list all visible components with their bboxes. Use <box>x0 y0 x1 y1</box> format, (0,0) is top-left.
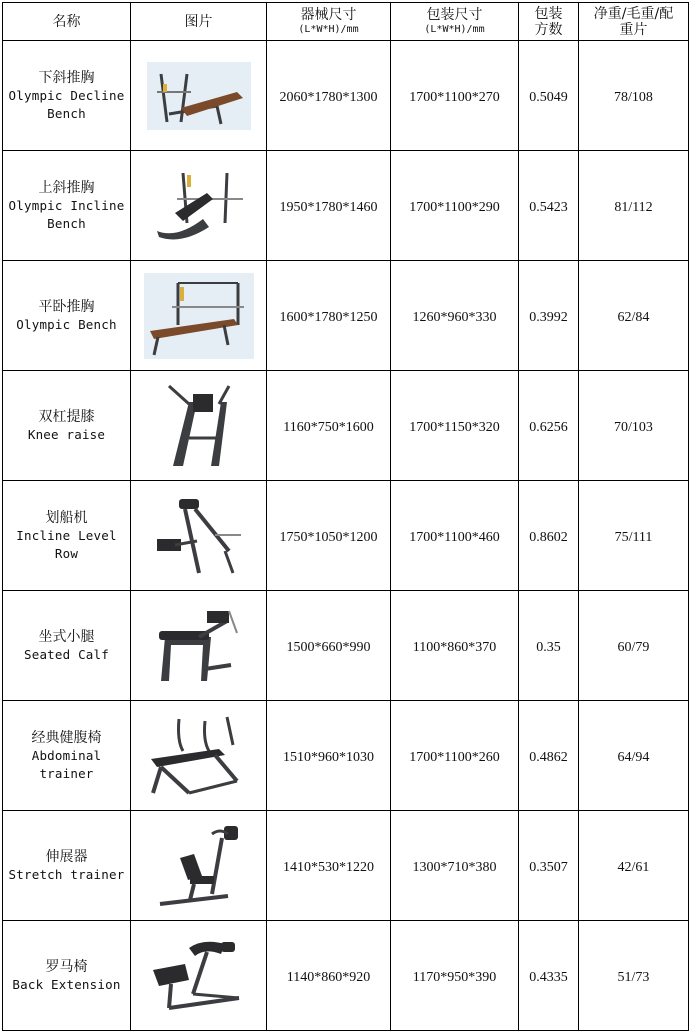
weight-cell: 51/73 <box>579 921 689 1031</box>
equipment-size-cell: 1600*1780*1250 <box>267 261 391 371</box>
equipment-size-cell: 1140*860*920 <box>267 921 391 1031</box>
name-cn: 下斜推胸 <box>38 69 95 86</box>
header-row <box>3 3 689 41</box>
volume-cell: 0.35 <box>519 591 579 701</box>
stretch-trainer-image <box>154 824 244 908</box>
name-cn: 坐式小腿 <box>38 628 95 645</box>
name-cn: 双杠提膝 <box>38 408 95 425</box>
volume-cell: 0.4862 <box>519 701 579 811</box>
table-row <box>3 371 689 481</box>
volume-cell: 0.3507 <box>519 811 579 921</box>
picture-cell <box>131 591 267 701</box>
volume-cell: 0.5049 <box>519 41 579 151</box>
abdominal-trainer-image <box>149 715 249 797</box>
header-picture: 图片 <box>131 3 267 41</box>
picture-cell <box>131 41 267 151</box>
table-row <box>3 481 689 591</box>
volume-cell: 0.8602 <box>519 481 579 591</box>
weight-cell: 75/111 <box>579 481 689 591</box>
row-machine-image <box>155 495 243 577</box>
header-weight: 净重/毛重/配 重片 <box>579 3 689 41</box>
name-en: Olympic Incline Bench <box>8 197 125 231</box>
name-en: Back Extension <box>12 976 121 992</box>
weight-cell: 62/84 <box>579 261 689 371</box>
name-cn: 罗马椅 <box>45 958 88 975</box>
name-en: Knee raise <box>27 426 106 442</box>
picture-cell <box>131 811 267 921</box>
header-equipment-size-unit: (L*W*H)/mm <box>298 24 359 35</box>
package-size-cell: 1700*1100*460 <box>391 481 519 591</box>
header-package-volume: 包装 方数 <box>519 3 579 41</box>
package-size-cell: 1700*1150*320 <box>391 371 519 481</box>
name-en: Abdominal trainer <box>31 747 102 781</box>
seated-calf-image <box>155 607 243 685</box>
package-size-cell: 1100*860*370 <box>391 591 519 701</box>
name-cn: 经典健腹椅 <box>31 729 102 746</box>
volume-cell: 0.4335 <box>519 921 579 1031</box>
picture-cell <box>131 371 267 481</box>
weight-cell: 42/61 <box>579 811 689 921</box>
name-en: Olympic Decline Bench <box>8 87 125 121</box>
name-cell <box>3 481 131 591</box>
table-row <box>3 261 689 371</box>
flat-bench-image <box>144 273 254 359</box>
picture-cell <box>131 261 267 371</box>
equipment-spec-table <box>2 2 689 1031</box>
equipment-size-cell: 1410*530*1220 <box>267 811 391 921</box>
picture-cell <box>131 921 267 1031</box>
name-en: Olympic Bench <box>16 316 117 332</box>
table-row <box>3 811 689 921</box>
decline-bench-image <box>147 62 251 130</box>
name-cn: 平卧推胸 <box>38 298 95 315</box>
table-row <box>3 151 689 261</box>
header-package-size: 包装尺寸 (L*W*H)/mm <box>391 3 519 41</box>
name-cell <box>3 41 131 151</box>
weight-cell: 64/94 <box>579 701 689 811</box>
name-cell <box>3 371 131 481</box>
equipment-size-cell: 1750*1050*1200 <box>267 481 391 591</box>
name-cell <box>3 701 131 811</box>
package-size-cell: 1170*950*390 <box>391 921 519 1031</box>
volume-cell: 0.3992 <box>519 261 579 371</box>
weight-cell: 81/112 <box>579 151 689 261</box>
picture-cell <box>131 701 267 811</box>
name-cn: 伸展器 <box>45 848 88 865</box>
knee-raise-image <box>163 382 235 470</box>
table-row <box>3 701 689 811</box>
package-size-cell: 1700*1100*260 <box>391 701 519 811</box>
table-row <box>3 921 689 1031</box>
equipment-size-cell: 1500*660*990 <box>267 591 391 701</box>
package-size-cell: 1700*1100*290 <box>391 151 519 261</box>
volume-cell: 0.5423 <box>519 151 579 261</box>
table-row <box>3 41 689 151</box>
equipment-size-cell: 1950*1780*1460 <box>267 151 391 261</box>
name-cell <box>3 591 131 701</box>
name-cell <box>3 811 131 921</box>
picture-cell <box>131 481 267 591</box>
back-extension-image <box>149 936 249 1016</box>
weight-cell: 70/103 <box>579 371 689 481</box>
name-en: Seated Calf <box>24 646 109 662</box>
name-cell <box>3 151 131 261</box>
picture-cell <box>131 151 267 261</box>
equipment-size-cell: 1160*750*1600 <box>267 371 391 481</box>
name-cell <box>3 261 131 371</box>
name-cell <box>3 921 131 1031</box>
name-en: Stretch trainer <box>8 866 125 882</box>
name-cn: 上斜推胸 <box>38 179 95 196</box>
package-size-cell: 1260*960*330 <box>391 261 519 371</box>
package-size-cell: 1700*1100*270 <box>391 41 519 151</box>
header-name: 名称 <box>3 3 131 41</box>
weight-cell: 60/79 <box>579 591 689 701</box>
weight-cell: 78/108 <box>579 41 689 151</box>
volume-cell: 0.6256 <box>519 371 579 481</box>
header-package-size-unit: (L*W*H)/mm <box>424 24 485 35</box>
name-cn: 划船机 <box>45 509 88 526</box>
table-row <box>3 591 689 701</box>
incline-bench-image <box>147 169 251 243</box>
header-equipment-size: 器械尺寸 (L*W*H)/mm <box>267 3 391 41</box>
package-size-cell: 1300*710*380 <box>391 811 519 921</box>
equipment-size-cell: 1510*960*1030 <box>267 701 391 811</box>
equipment-size-cell: 2060*1780*1300 <box>267 41 391 151</box>
name-en: Incline Level Row <box>16 527 117 561</box>
